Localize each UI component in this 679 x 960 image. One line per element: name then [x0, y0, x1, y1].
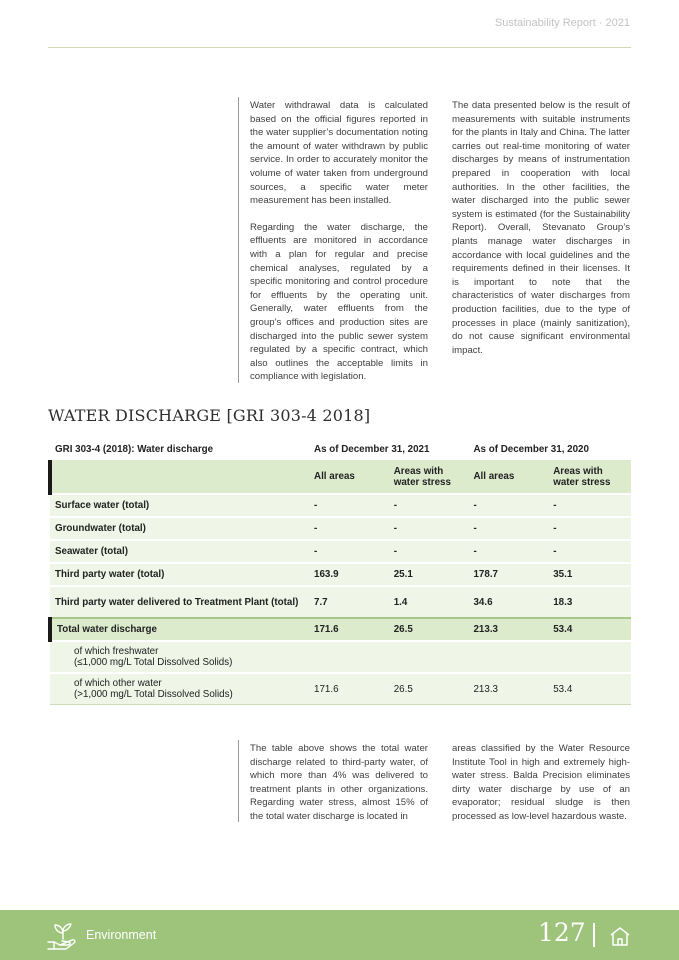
cell-value: 213.3: [468, 673, 548, 705]
row-label: Total water discharge: [50, 618, 309, 641]
footer-section-label: Environment: [86, 928, 157, 942]
intro-paragraph: Water withdrawal data is calculated based on the official figures reported in the water supplier’s documentation noting the amount of water withdrawn by public service. In order to accurately monitor the volume of water taken from underground sources, a specific water meter measurement has been installed.: [250, 100, 428, 207]
cell-value: -: [468, 517, 548, 540]
row-label-line: of which freshwater: [74, 646, 159, 657]
row-label: Seawater (total): [50, 540, 309, 563]
outro-right-column: [452, 742, 630, 837]
intro-paragraph: Regarding the water discharge, the effluents are monitored in accordance with a plan for regular and precise chemical analyses, regulated by a specific monitoring and control procedure for effluents by the operating unit. Generally, water effluents from the group’s offices and production sites are discharged into the public sewer system regulated by a specific contract, which also outlines the acceptable limits in compliance with legislation.: [250, 221, 428, 383]
row-label-line: (>1,000 mg/L Total Dissolved Solids): [74, 689, 233, 700]
cell-value: 213.3: [468, 618, 548, 641]
intro-right-column: [452, 99, 630, 370]
table-subheader-row: [50, 460, 631, 494]
cell-value: -: [548, 540, 631, 563]
cell-value: -: [309, 517, 389, 540]
cell-value: 171.6: [309, 673, 389, 705]
cell-value: 1.4: [389, 586, 469, 618]
outro-paragraph: areas classified by the Water Resource Institute Tool in high and extremely high-water stress. Balda Precision eliminates dirty water discharge by use of an evaporator; residual sludge is then processed as low-level hazardous waste.: [452, 743, 630, 822]
cell-value: -: [389, 494, 469, 517]
section-title: WATER DISCHARGE [GRI 303-4 2018]: [48, 406, 371, 425]
column-all-areas-2020: All areas: [468, 460, 548, 494]
cell-value: -: [548, 494, 631, 517]
outro-paragraph: The table above shows the total water discharge related to third-party water, of which more than 4% was delivered to treatment plants in other organizations. Regarding water stress, almost 15% of the total water discharge is located in: [250, 743, 428, 822]
cell-value: 7.7: [309, 586, 389, 618]
cell-value: [468, 641, 548, 673]
footer-divider: [593, 923, 595, 947]
cell-value: 178.7: [468, 563, 548, 586]
cell-value: 25.1: [389, 563, 469, 586]
cell-value: -: [309, 494, 389, 517]
table-row: [50, 673, 631, 705]
table-row: [50, 540, 631, 563]
row-label: Third party water (total): [50, 563, 309, 586]
outro-left-column: [250, 742, 428, 837]
cell-value: -: [309, 540, 389, 563]
intro-left-column: [250, 99, 428, 397]
table-row: [50, 563, 631, 586]
column-water-stress-2020: Areas with water stress: [548, 460, 631, 494]
column-water-stress-2021: Areas with water stress: [389, 460, 469, 494]
cell-value: -: [389, 540, 469, 563]
cell-value: 53.4: [548, 673, 631, 705]
row-label: Third party water delivered to Treatment Plant (total): [50, 586, 309, 618]
cell-value: [389, 641, 469, 673]
header-divider: [48, 47, 631, 48]
row-label: [50, 641, 309, 673]
table-row: [50, 586, 631, 618]
cell-value: -: [548, 517, 631, 540]
home-icon[interactable]: [609, 926, 631, 946]
cell-value: -: [468, 540, 548, 563]
row-label: [50, 673, 309, 705]
intro-column-rule: [238, 97, 239, 383]
cell-value: 171.6: [309, 618, 389, 641]
outro-column-rule: [238, 740, 239, 822]
total-row: [50, 618, 631, 641]
period-2020-header: As of December 31, 2020: [473, 443, 589, 455]
cell-value: [548, 641, 631, 673]
cell-value: [309, 641, 389, 673]
table-title: GRI 303-4 (2018): Water discharge: [55, 443, 214, 455]
cell-value: 163.9: [309, 563, 389, 586]
cell-value: 18.3: [548, 586, 631, 618]
water-discharge-table: [48, 438, 631, 705]
row-label-line: (≤1,000 mg/L Total Dissolved Solids): [74, 657, 233, 668]
cell-value: 34.6: [468, 586, 548, 618]
table-row: [50, 641, 631, 673]
table-row: [50, 494, 631, 517]
row-label: Surface water (total): [50, 494, 309, 517]
page-footer: [0, 910, 679, 960]
period-2021-header: As of December 31, 2021: [314, 443, 430, 455]
plant-hand-icon: [46, 922, 80, 950]
table-header-row: [50, 438, 631, 460]
cell-value: 26.5: [389, 618, 469, 641]
cell-value: 26.5: [389, 673, 469, 705]
cell-value: -: [389, 517, 469, 540]
cell-value: 35.1: [548, 563, 631, 586]
row-label-line: of which other water: [74, 678, 162, 689]
cell-value: 53.4: [548, 618, 631, 641]
intro-paragraph: The data presented below is the result of measurements with suitable instruments for the plants in Italy and China. The latter carries out real-time monitoring of water discharges by means of instrumentation prepared in cooperation with local authorities. In the other facilities, the water discharged into the public sewer system is estimated (for the Sustainability Report). Overall, Stevanato Group’s plants manage water discharges in accordance with local guidelines and the requirements defined in their licenses. It is important to note that the characteristics of water discharges from production facilities, due to the type of processes in place (mainly sanitization), do not cause significant environmental impact.: [452, 100, 630, 356]
column-all-areas-2021: All areas: [309, 460, 389, 494]
table-row: [50, 517, 631, 540]
report-title: Sustainability Report · 2021: [494, 17, 630, 29]
row-label: Groundwater (total): [50, 517, 309, 540]
page-number: 127: [538, 918, 586, 947]
cell-value: -: [468, 494, 548, 517]
